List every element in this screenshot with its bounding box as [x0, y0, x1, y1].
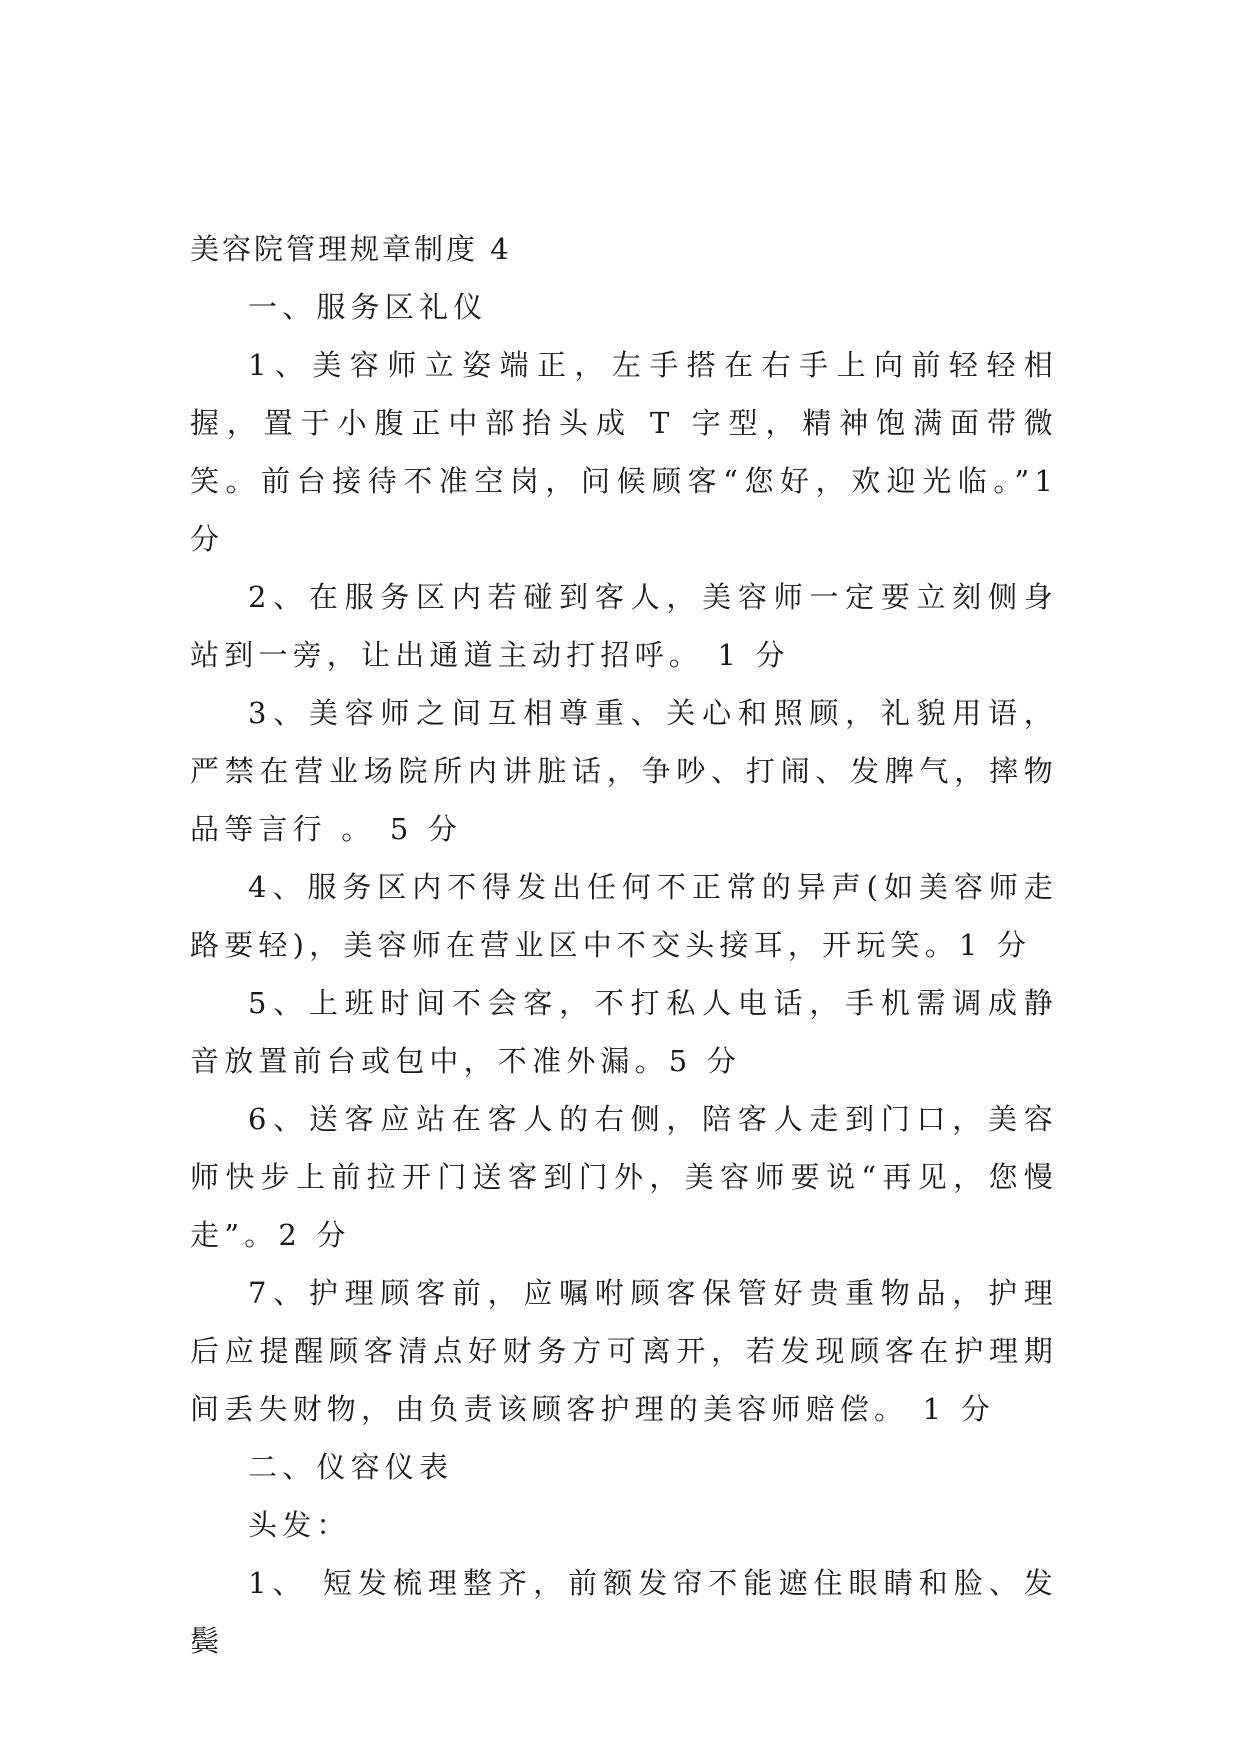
paragraph: 4、服务区内不得发出任何不正常的异声(如美容师走路要轻)，美容师在营业区中不交头接耳，开玩笑。1 分 [190, 870, 1058, 962]
section-heading: 一、服务区礼仪 [248, 290, 488, 324]
subheading: 头发： [248, 1508, 351, 1542]
paragraph: 7、护理顾客前，应嘱咐顾客保管好贵重物品，护理后应提醒顾客清点好财务方可离开，若发现顾客在护理期间丢失财物，由负责该顾客护理的美容师赔偿。 1 分 [190, 1276, 1058, 1426]
paragraph: 1、 短发梳理整齐，前额发帘不能遮住眼睛和脸、发鬓 [190, 1566, 1058, 1658]
paragraph: 5、上班时间不会客，不打私人电话，手机需调成静音放置前台或包中，不准外漏。5 分 [190, 986, 1058, 1078]
document-title: 美容院管理规章制度 4 [190, 232, 512, 266]
document-page [190, 220, 1058, 1670]
section-heading: 二、仪容仪表 [248, 1450, 454, 1484]
paragraph: 6、送客应站在客人的右侧，陪客人走到门口，美容师快步上前拉开门送客到门外，美容师要说“再见，您慢走”。2 分 [190, 1102, 1058, 1252]
paragraph: 2、在服务区内若碰到客人，美容师一定要立刻侧身站到一旁，让出通道主动打招呼。 1 分 [190, 580, 1058, 672]
paragraph: 3、美容师之间互相尊重、关心和照顾，礼貌用语，严禁在营业场院所内讲脏话，争吵、打闹、发脾气，摔物品等言行 。 5 分 [190, 696, 1058, 846]
paragraph: 1、美容师立姿端正，左手搭在右手上向前轻轻相握，置于小腹正中部抬头成 T 字型，精神饱满面带微笑。前台接待不准空岗，问候顾客“您好，欢迎光临。”1 分 [190, 348, 1058, 556]
